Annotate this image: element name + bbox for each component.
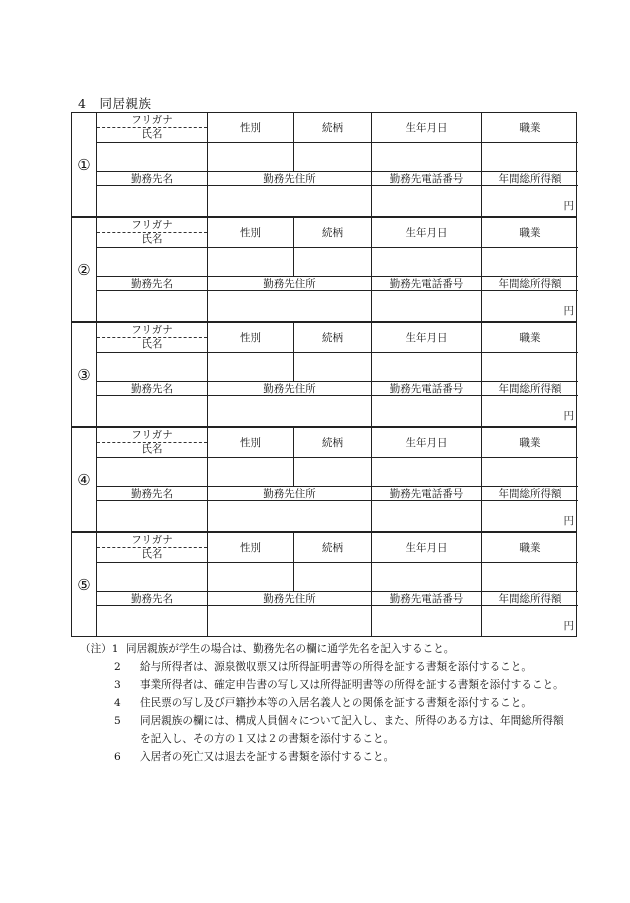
name-label: 氏名 (141, 233, 163, 245)
employer-phone-input[interactable] (372, 606, 482, 637)
gender-header: 性別 (208, 533, 294, 563)
employer-phone-header: 勤務先電話番号 (372, 172, 482, 186)
name-header-cell (97, 218, 208, 248)
relationship-header: 続柄 (294, 218, 372, 248)
birthdate-input[interactable] (372, 353, 482, 382)
annual-income-header: 年間総所得額 (482, 277, 578, 291)
furigana-label: フリガナ (97, 428, 207, 443)
employer-phone-input[interactable] (372, 501, 482, 532)
employer-name-header: 勤務先名 (97, 277, 208, 291)
occupation-input[interactable] (482, 248, 578, 277)
employer-phone-header: 勤務先電話番号 (372, 592, 482, 606)
occupation-header: 職業 (482, 113, 578, 143)
employer-address-header: 勤務先住所 (208, 277, 372, 291)
occupation-input[interactable] (482, 353, 578, 382)
section-title: 4 同居親族 (78, 96, 152, 111)
member-index: ⑤ (72, 533, 97, 636)
birthdate-header: 生年月日 (372, 533, 482, 563)
employer-phone-header: 勤務先電話番号 (372, 487, 482, 501)
gender-input[interactable] (208, 563, 294, 592)
annual-income-input[interactable] (482, 186, 578, 217)
occupation-input[interactable] (482, 563, 578, 592)
name-label: 氏名 (141, 443, 163, 455)
gender-input[interactable] (208, 143, 294, 172)
name-label: 氏名 (141, 338, 163, 350)
employer-address-header: 勤務先住所 (208, 487, 372, 501)
member-block (71, 427, 577, 532)
gender-header: 性別 (208, 428, 294, 458)
occupation-header: 職業 (482, 428, 578, 458)
name-input[interactable] (97, 248, 208, 277)
employer-address-input[interactable] (208, 501, 372, 532)
relationship-input[interactable] (294, 458, 372, 487)
member-index: ② (72, 218, 97, 321)
annual-income-header: 年間総所得額 (482, 487, 578, 501)
employer-name-header: 勤務先名 (97, 592, 208, 606)
employer-name-input[interactable] (97, 186, 208, 217)
annual-income-input[interactable] (482, 501, 578, 532)
birthdate-header: 生年月日 (372, 323, 482, 353)
employer-phone-input[interactable] (372, 396, 482, 427)
gender-header: 性別 (208, 113, 294, 143)
member-block (71, 217, 577, 322)
occupation-header: 職業 (482, 533, 578, 563)
relationship-input[interactable] (294, 143, 372, 172)
annual-income-header: 年間総所得額 (482, 172, 578, 186)
name-header-cell (97, 323, 208, 353)
employer-name-header: 勤務先名 (97, 487, 208, 501)
note-text: 給与所得者は、源泉徴収票又は所得証明書等の所得を証する書類を添付すること。 (140, 661, 532, 673)
relationship-input[interactable] (294, 353, 372, 382)
member-index: ④ (72, 428, 97, 531)
employer-phone-input[interactable] (372, 186, 482, 217)
employer-phone-input[interactable] (372, 291, 482, 322)
note-number: 5 (114, 715, 121, 727)
note-item (80, 748, 570, 766)
name-input[interactable] (97, 458, 208, 487)
employer-address-input[interactable] (208, 291, 372, 322)
employer-address-header: 勤務先住所 (208, 592, 372, 606)
relationship-input[interactable] (294, 248, 372, 277)
note-text: 事業所得者は、確定申告書の写し又は所得証明書等の所得を証する書類を添付すること。 (140, 679, 564, 691)
relationship-input[interactable] (294, 563, 372, 592)
employer-name-header: 勤務先名 (97, 382, 208, 396)
yen-unit: 円 (563, 410, 574, 422)
name-label: 氏名 (141, 128, 163, 140)
note-number: （注）1 (80, 643, 119, 655)
birthdate-input[interactable] (372, 143, 482, 172)
occupation-header: 職業 (482, 323, 578, 353)
name-label: 氏名 (141, 548, 163, 560)
employer-name-header: 勤務先名 (97, 172, 208, 186)
furigana-label: フリガナ (97, 218, 207, 233)
name-header-cell (97, 533, 208, 563)
member-block (71, 322, 577, 427)
birthdate-header: 生年月日 (372, 218, 482, 248)
birthdate-input[interactable] (372, 458, 482, 487)
name-header-cell (97, 428, 208, 458)
furigana-label: フリガナ (97, 113, 207, 128)
occupation-header: 職業 (482, 218, 578, 248)
note-item (80, 712, 570, 748)
name-header-cell (97, 113, 208, 143)
employer-name-input[interactable] (97, 291, 208, 322)
annual-income-input[interactable] (482, 606, 578, 637)
note-item (80, 640, 570, 658)
employer-address-input[interactable] (208, 606, 372, 637)
relationship-header: 続柄 (294, 428, 372, 458)
relationship-header: 続柄 (294, 113, 372, 143)
note-text: 同居親族の欄には、構成人員個々について記入し、また、所得のある方は、年間総所得額を記入し、その方の１又は２の書類を添付すること。 (140, 715, 564, 745)
name-input[interactable] (97, 563, 208, 592)
gender-input[interactable] (208, 458, 294, 487)
yen-unit: 円 (563, 620, 574, 632)
gender-input[interactable] (208, 353, 294, 382)
employer-address-header: 勤務先住所 (208, 172, 372, 186)
employer-name-input[interactable] (97, 606, 208, 637)
note-item (80, 658, 570, 676)
note-item (80, 694, 570, 712)
relationship-header: 続柄 (294, 323, 372, 353)
annual-income-input[interactable] (482, 396, 578, 427)
occupation-input[interactable] (482, 143, 578, 172)
note-number: 2 (114, 661, 121, 673)
employer-name-input[interactable] (97, 396, 208, 427)
employer-address-input[interactable] (208, 186, 372, 217)
name-input[interactable] (97, 353, 208, 382)
relationship-header: 続柄 (294, 533, 372, 563)
employer-name-input[interactable] (97, 501, 208, 532)
note-text: 同居親族が学生の場合は、勤務先名の欄に通学先名を記入すること。 (126, 643, 455, 655)
member-block (71, 112, 577, 217)
employer-phone-header: 勤務先電話番号 (372, 382, 482, 396)
yen-unit: 円 (563, 515, 574, 527)
note-item (80, 676, 570, 694)
employer-address-input[interactable] (208, 396, 372, 427)
annual-income-input[interactable] (482, 291, 578, 322)
gender-input[interactable] (208, 248, 294, 277)
furigana-label: フリガナ (97, 533, 207, 548)
name-input[interactable] (97, 143, 208, 172)
birthdate-input[interactable] (372, 248, 482, 277)
employer-phone-header: 勤務先電話番号 (372, 277, 482, 291)
birthdate-input[interactable] (372, 563, 482, 592)
furigana-label: フリガナ (97, 323, 207, 338)
note-text: 住民票の写し及び戸籍抄本等の入居名義人との関係を証する書類を添付すること。 (140, 697, 532, 709)
member-index: ③ (72, 323, 97, 426)
gender-header: 性別 (208, 218, 294, 248)
annual-income-header: 年間総所得額 (482, 592, 578, 606)
birthdate-header: 生年月日 (372, 428, 482, 458)
note-text: 入居者の死亡又は退去を証する書類を添付すること。 (140, 751, 395, 763)
annual-income-header: 年間総所得額 (482, 382, 578, 396)
employer-address-header: 勤務先住所 (208, 382, 372, 396)
yen-unit: 円 (563, 200, 574, 212)
note-number: 3 (114, 679, 121, 691)
note-number: 6 (114, 751, 121, 763)
yen-unit: 円 (563, 305, 574, 317)
member-block (71, 532, 577, 637)
occupation-input[interactable] (482, 458, 578, 487)
member-index: ① (72, 113, 97, 216)
birthdate-header: 生年月日 (372, 113, 482, 143)
notes (80, 640, 570, 766)
note-number: 4 (114, 697, 121, 709)
gender-header: 性別 (208, 323, 294, 353)
